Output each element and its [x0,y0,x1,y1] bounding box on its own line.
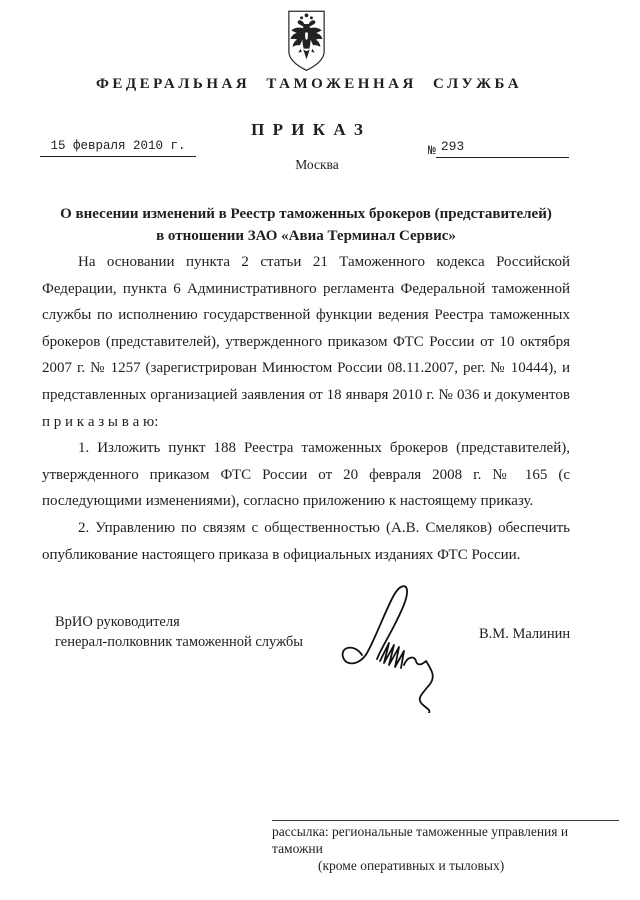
document-date: 15 февраля 2010 г. [40,139,196,157]
signatory-position-line1: ВрИО руководителя [55,614,180,630]
issue-city: Москва [295,157,339,172]
body-paragraph-point1: 1. Изложить пункт 188 Реестра таможенных брокеров (представителей), утвержденного приказом ФТС России от 20 февраля 2008 г. № 165 (с последующими изменениями), согласно приложению к настоящему приказу. [42,440,570,510]
document-number: 293 [436,139,569,158]
handwritten-signature [332,577,482,713]
order-title-line2: в отношении ЗАО «Авиа Терминал Сервис» [156,228,456,244]
body-paragraph-point2: 2. Управлению по связям с общественностью (А.В. Смеляков) обеспечить опубликование настоящего приказа в официальных изданиях ФТС России. [42,519,570,563]
body-paragraph-preamble: На основании пункта 2 статьи 21 Таможенного кодекса Российской Федерации, пункта 6 Административного регламента Федеральной таможенной службы по исполнению государственной функции ведения Реестра таможенных брокеров (представителей), утвержденного приказом ФТС России от 10 октября 2007 г. № 1257 (зарегистрирован Минюстом России 08.11.2007, рег. № 10444), и представленных организацией заявления от 18 января 2010 г. № 036 и документов п р и к а з ы в а ю: [42,254,570,430]
signatory-position-line2: генерал-полковник таможенной службы [55,633,304,650]
order-title [42,203,570,247]
footer-divider [272,820,619,821]
number-sign: № [428,143,436,158]
distribution-note [272,820,619,874]
agency-name: ФЕДЕРАЛЬНАЯ ТАМОЖЕННАЯ СЛУЖБА [95,76,523,92]
distribution-line2: (кроме оперативных и тыловых) [318,858,505,873]
coat-of-arms-icon [286,9,327,73]
document-type-heading: П Р И К А З [251,120,365,139]
order-body [42,249,570,568]
document-number-line [428,139,569,158]
signatory-position [55,613,303,652]
order-title-line1: О внесении изменений в Реестр таможенных брокеров (представителей) [60,206,552,222]
signatory-name: В.М. Малинин [479,626,571,642]
distribution-line1: рассылка: региональные таможенные управления и таможни [272,824,569,856]
